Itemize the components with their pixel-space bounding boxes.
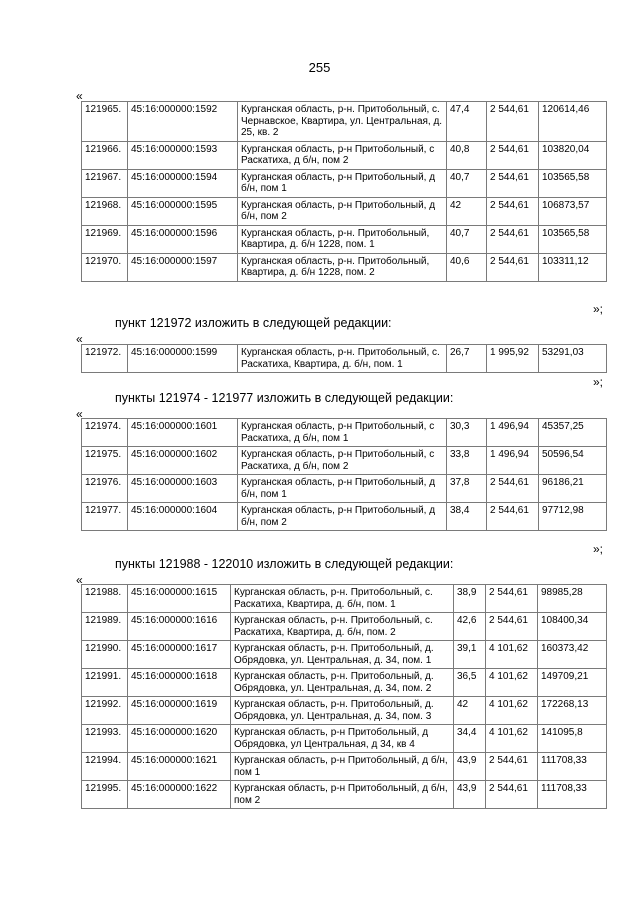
cadastral-value-cell: 160373,42 — [538, 641, 607, 669]
cadastral-value-cell: 111708,33 — [538, 781, 607, 809]
cadastral-number-cell: 45:16:000000:1619 — [128, 697, 231, 725]
unit-rate-cell: 2 544,61 — [486, 613, 538, 641]
row-number-cell: 121965. — [82, 102, 128, 142]
row-number-cell: 121967. — [82, 169, 128, 197]
table-body — [82, 345, 607, 373]
cadastral-value-cell: 103565,58 — [539, 169, 607, 197]
address-cell: Курганская область, р-н Притобольный, д Обрядовка, ул Центральная, д 34, кв 4 — [231, 725, 454, 753]
address-cell: Курганская область, р-н. Притобольный, с. Раскатиха, Квартира, д. б/н, пом. 1 — [231, 585, 454, 613]
unit-rate-cell: 1 496,94 — [487, 419, 539, 447]
table-row — [82, 225, 607, 253]
closing-quote: »; — [593, 375, 604, 389]
table-body — [82, 585, 607, 809]
area-cell: 40,7 — [447, 225, 487, 253]
area-cell: 38,4 — [447, 503, 487, 531]
table-row — [82, 781, 607, 809]
address-cell: Курганская область, р-н Притобольный, с Раскатиха, д б/н, пом 2 — [238, 447, 447, 475]
area-cell: 40,6 — [447, 253, 487, 281]
row-number-cell: 121972. — [82, 345, 128, 373]
cadastral-number-cell: 45:16:000000:1603 — [128, 475, 238, 503]
cadastral-value-cell: 50596,54 — [539, 447, 607, 475]
unit-rate-cell: 2 544,61 — [487, 102, 539, 142]
address-cell: Курганская область, р-н. Притобольный, с. Чернавское, Квартира, ул. Центральная, д. 25, кв. 2 — [238, 102, 447, 142]
amendment-instruction: пункт 121972 изложить в следующей редакции: — [115, 316, 392, 330]
table-row — [82, 613, 607, 641]
row-number-cell: 121994. — [82, 753, 128, 781]
cadastral-value-cell: 97712,98 — [539, 503, 607, 531]
address-cell: Курганская область, р-н Притобольный, д б/н, пом 2 — [238, 503, 447, 531]
unit-rate-cell: 2 544,61 — [487, 225, 539, 253]
area-cell: 33,8 — [447, 447, 487, 475]
cadastral-value-cell: 111708,33 — [538, 753, 607, 781]
opening-quote: « — [76, 573, 83, 587]
area-cell: 42,6 — [454, 613, 486, 641]
cadastral-number-cell: 45:16:000000:1595 — [128, 197, 238, 225]
cadastral-number-cell: 45:16:000000:1602 — [128, 447, 238, 475]
cadastral-value-cell: 45357,25 — [539, 419, 607, 447]
cadastral-number-cell: 45:16:000000:1597 — [128, 253, 238, 281]
row-number-cell: 121968. — [82, 197, 128, 225]
row-number-cell: 121969. — [82, 225, 128, 253]
unit-rate-cell: 4 101,62 — [486, 669, 538, 697]
amendment-instruction: пункты 121974 - 121977 изложить в следующей редакции: — [115, 391, 454, 405]
cadastral-number-cell: 45:16:000000:1596 — [128, 225, 238, 253]
cadastral-number-cell: 45:16:000000:1621 — [128, 753, 231, 781]
cadastral-value-cell: 98985,28 — [538, 585, 607, 613]
table-row — [82, 753, 607, 781]
row-number-cell: 121992. — [82, 697, 128, 725]
cadastral-number-cell: 45:16:000000:1604 — [128, 503, 238, 531]
table-row — [82, 641, 607, 669]
cadastral-number-cell: 45:16:000000:1601 — [128, 419, 238, 447]
area-cell: 36,5 — [454, 669, 486, 697]
unit-rate-cell: 1 496,94 — [487, 447, 539, 475]
address-cell: Курганская область, р-н. Притобольный, с. Раскатиха, Квартира, д. б/н, пом. 1 — [238, 345, 447, 373]
address-cell: Курганская область, р-н Притобольный, д б/н, пом 1 — [231, 753, 454, 781]
unit-rate-cell: 4 101,62 — [486, 697, 538, 725]
cadastral-value-cell: 149709,21 — [538, 669, 607, 697]
cadastral-number-cell: 45:16:000000:1592 — [128, 102, 238, 142]
unit-rate-cell: 4 101,62 — [486, 641, 538, 669]
table-row — [82, 669, 607, 697]
area-cell: 30,3 — [447, 419, 487, 447]
area-cell: 40,8 — [447, 141, 487, 169]
table-row — [82, 725, 607, 753]
table-row — [82, 253, 607, 281]
cadastral-value-cell: 53291,03 — [539, 345, 607, 373]
table-row — [82, 345, 607, 373]
registry-table — [81, 418, 607, 531]
registry-table — [81, 344, 607, 373]
unit-rate-cell: 2 544,61 — [487, 169, 539, 197]
row-number-cell: 121990. — [82, 641, 128, 669]
table-row — [82, 141, 607, 169]
row-number-cell: 121974. — [82, 419, 128, 447]
address-cell: Курганская область, р-н Притобольный, д б/н, пом 1 — [238, 475, 447, 503]
address-cell: Курганская область, р-н Притобольный, д б/н, пом 1 — [238, 169, 447, 197]
table-row — [82, 503, 607, 531]
row-number-cell: 121993. — [82, 725, 128, 753]
cadastral-value-cell: 172268,13 — [538, 697, 607, 725]
unit-rate-cell: 1 995,92 — [487, 345, 539, 373]
row-number-cell: 121970. — [82, 253, 128, 281]
unit-rate-cell: 2 544,61 — [487, 253, 539, 281]
table-row — [82, 419, 607, 447]
address-cell: Курганская область, р-н. Притобольный, Квартира, д. б/н 1228, пом. 2 — [238, 253, 447, 281]
unit-rate-cell: 2 544,61 — [487, 503, 539, 531]
cadastral-value-cell: 103565,58 — [539, 225, 607, 253]
unit-rate-cell: 2 544,61 — [486, 585, 538, 613]
unit-rate-cell: 2 544,61 — [486, 781, 538, 809]
table-row — [82, 197, 607, 225]
amendment-instruction: пункты 121988 - 122010 изложить в следующей редакции: — [115, 557, 454, 571]
row-number-cell: 121976. — [82, 475, 128, 503]
area-cell: 47,4 — [447, 102, 487, 142]
cadastral-number-cell: 45:16:000000:1599 — [128, 345, 238, 373]
cadastral-number-cell: 45:16:000000:1622 — [128, 781, 231, 809]
area-cell: 40,7 — [447, 169, 487, 197]
table-row — [82, 102, 607, 142]
address-cell: Курганская область, р-н. Притобольный, с. Раскатиха, Квартира, д. б/н, пом. 2 — [231, 613, 454, 641]
cadastral-value-cell: 141095,8 — [538, 725, 607, 753]
row-number-cell: 121995. — [82, 781, 128, 809]
address-cell: Курганская область, р-н Притобольный, с Раскатиха, д б/н, пом 1 — [238, 419, 447, 447]
table-row — [82, 697, 607, 725]
unit-rate-cell: 2 544,61 — [486, 753, 538, 781]
cadastral-value-cell: 106873,57 — [539, 197, 607, 225]
address-cell: Курганская область, р-н Притобольный, д б/н, пом 2 — [238, 197, 447, 225]
closing-quote: »; — [593, 302, 604, 316]
cadastral-value-cell: 96186,21 — [539, 475, 607, 503]
unit-rate-cell: 2 544,61 — [487, 141, 539, 169]
page-number: 255 — [308, 60, 331, 75]
table-row — [82, 169, 607, 197]
address-cell: Курганская область, р-н. Притобольный, Квартира, д. б/н 1228, пом. 1 — [238, 225, 447, 253]
area-cell: 37,8 — [447, 475, 487, 503]
row-number-cell: 121977. — [82, 503, 128, 531]
cadastral-number-cell: 45:16:000000:1618 — [128, 669, 231, 697]
table-row — [82, 475, 607, 503]
opening-quote: « — [76, 89, 83, 103]
cadastral-number-cell: 45:16:000000:1593 — [128, 141, 238, 169]
opening-quote: « — [76, 332, 83, 346]
address-cell: Курганская область, р-н. Притобольный, д. Обрядовка, ул. Центральная, д. 34, пом. 1 — [231, 641, 454, 669]
unit-rate-cell: 2 544,61 — [487, 475, 539, 503]
opening-quote: « — [76, 407, 83, 421]
cadastral-value-cell: 103311,12 — [539, 253, 607, 281]
area-cell: 39,1 — [454, 641, 486, 669]
area-cell: 26,7 — [447, 345, 487, 373]
unit-rate-cell: 4 101,62 — [486, 725, 538, 753]
row-number-cell: 121966. — [82, 141, 128, 169]
unit-rate-cell: 2 544,61 — [487, 197, 539, 225]
area-cell: 43,9 — [454, 781, 486, 809]
table-row — [82, 447, 607, 475]
table-body — [82, 419, 607, 531]
cadastral-number-cell: 45:16:000000:1617 — [128, 641, 231, 669]
row-number-cell: 121991. — [82, 669, 128, 697]
row-number-cell: 121989. — [82, 613, 128, 641]
address-cell: Курганская область, р-н Притобольный, д б/н, пом 2 — [231, 781, 454, 809]
address-cell: Курганская область, р-н. Притобольный, д. Обрядовка, ул. Центральная, д. 34, пом. 3 — [231, 697, 454, 725]
table-row — [82, 585, 607, 613]
closing-quote: »; — [593, 542, 604, 556]
area-cell: 38,9 — [454, 585, 486, 613]
table-body — [82, 102, 607, 282]
area-cell: 34,4 — [454, 725, 486, 753]
row-number-cell: 121975. — [82, 447, 128, 475]
cadastral-number-cell: 45:16:000000:1594 — [128, 169, 238, 197]
area-cell: 42 — [454, 697, 486, 725]
cadastral-value-cell: 108400,34 — [538, 613, 607, 641]
cadastral-number-cell: 45:16:000000:1616 — [128, 613, 231, 641]
cadastral-value-cell: 120614,46 — [539, 102, 607, 142]
area-cell: 42 — [447, 197, 487, 225]
registry-table — [81, 584, 607, 809]
row-number-cell: 121988. — [82, 585, 128, 613]
cadastral-number-cell: 45:16:000000:1615 — [128, 585, 231, 613]
registry-table — [81, 101, 607, 282]
cadastral-number-cell: 45:16:000000:1620 — [128, 725, 231, 753]
cadastral-value-cell: 103820,04 — [539, 141, 607, 169]
address-cell: Курганская область, р-н Притобольный, с Раскатиха, д б/н, пом 2 — [238, 141, 447, 169]
address-cell: Курганская область, р-н. Притобольный, д. Обрядовка, ул. Центральная, д. 34, пом. 2 — [231, 669, 454, 697]
area-cell: 43,9 — [454, 753, 486, 781]
